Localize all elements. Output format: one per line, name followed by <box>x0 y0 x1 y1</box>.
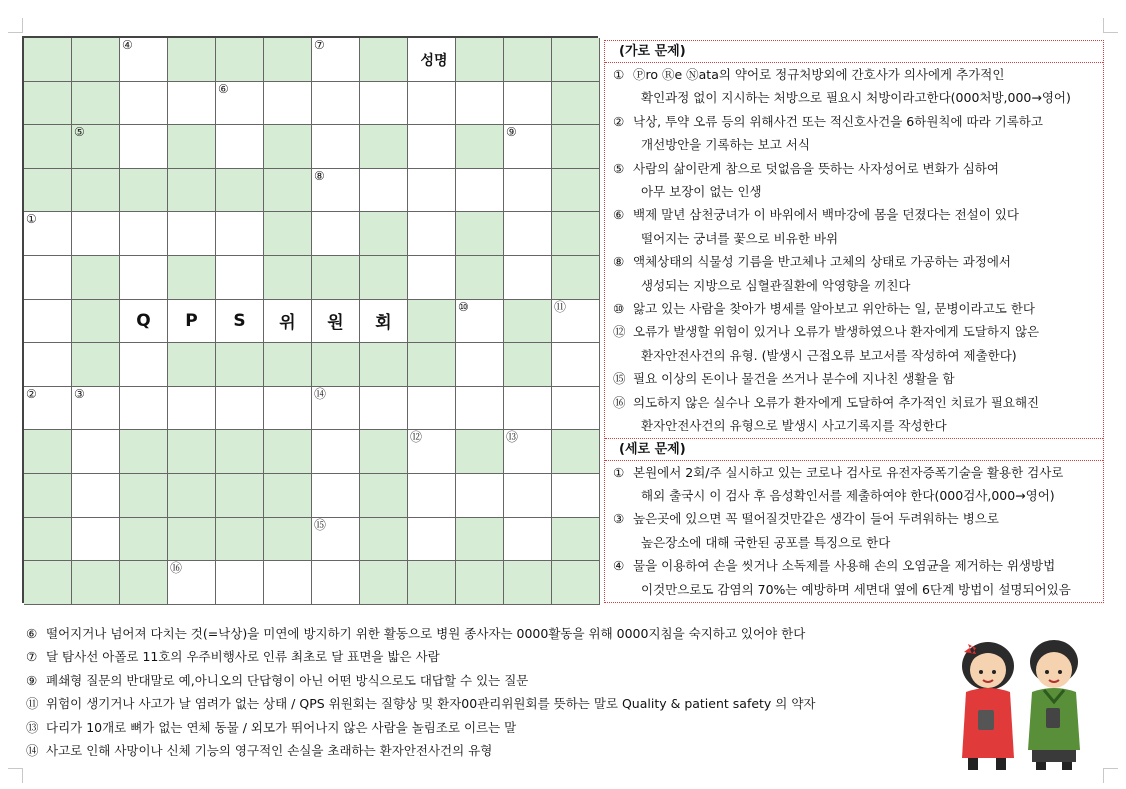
clue-number: ⑨ <box>26 672 38 688</box>
grid-cell[interactable] <box>72 169 120 213</box>
grid-cell[interactable] <box>504 518 552 562</box>
grid-cell[interactable] <box>264 387 312 431</box>
clue-item <box>605 391 1103 438</box>
grid-cell[interactable] <box>312 212 360 256</box>
grid-cell[interactable] <box>408 518 456 562</box>
grid-cell[interactable] <box>552 125 600 169</box>
clue-text: 이것만으로도 감염의 70%는 예방하며 세면대 옆에 6단계 방법이 설명되어있음 <box>641 581 1071 597</box>
grid-cell[interactable] <box>168 387 216 431</box>
grid-cell[interactable] <box>552 169 600 213</box>
grid-cell[interactable] <box>120 387 168 431</box>
corner-mark <box>1103 768 1118 783</box>
grid-cell[interactable] <box>552 343 600 387</box>
grid-cell[interactable] <box>24 38 72 82</box>
clue-number: ① <box>26 212 37 227</box>
grid-cell[interactable] <box>168 343 216 387</box>
grid-cell[interactable] <box>360 561 408 605</box>
clue-text: 의도하지 않은 실수나 오류가 환자에게 도달하여 추가적인 치료가 필요해진 <box>633 394 1040 410</box>
grid-cell[interactable] <box>120 430 168 474</box>
grid-cell[interactable] <box>360 169 408 213</box>
clue-item <box>605 320 1103 367</box>
grid-cell[interactable] <box>456 82 504 126</box>
grid-cell[interactable] <box>456 256 504 300</box>
grid-cell[interactable] <box>168 212 216 256</box>
grid-cell[interactable] <box>456 125 504 169</box>
across-clue-list <box>605 63 1103 438</box>
grid-cell[interactable] <box>72 82 120 126</box>
grid-cell[interactable] <box>456 169 504 213</box>
grid-cell[interactable] <box>408 387 456 431</box>
grid-cell[interactable] <box>312 169 360 213</box>
grid-cell[interactable] <box>552 430 600 474</box>
grid-cell[interactable] <box>456 474 504 518</box>
grid-letter: P <box>185 310 198 331</box>
grid-cell[interactable] <box>264 38 312 82</box>
clue-text: 사고로 인해 사망이나 신체 기능의 영구적인 손실을 초래하는 환자안전사건의 유형 <box>46 743 493 759</box>
grid-cell[interactable] <box>408 561 456 605</box>
clue-number: ⑥ <box>218 81 229 96</box>
clue-text: 다리가 10개로 뼈가 없는 연체 동물 / 외모가 뛰어나지 않은 사람을 놀림조로 이르는 말 <box>46 719 517 735</box>
grid-cell[interactable] <box>552 561 600 605</box>
clue-number: ④ <box>613 558 625 574</box>
clue-text: 위험이 생기거나 사고가 날 염려가 없는 상태 / QPS 위원회는 질향상 및 환자00관리위원회를 뜻하는 말로 Quality & patient safety 의 약자 <box>46 696 816 712</box>
grid-cell[interactable] <box>72 212 120 256</box>
grid-cell[interactable] <box>120 169 168 213</box>
clue-text: 백제 말년 삼천궁녀가 이 바위에서 백마강에 몸을 던졌다는 전설이 있다 <box>633 207 1019 223</box>
grid-cell[interactable] <box>504 343 552 387</box>
clue-text: 떨어지는 궁녀를 꽃으로 비유한 바위 <box>641 230 839 246</box>
grid-letter: Q <box>136 310 151 331</box>
grid-cell[interactable] <box>456 38 504 82</box>
grid-cell[interactable] <box>312 343 360 387</box>
grid-cell[interactable] <box>264 212 312 256</box>
bottom-clue-item <box>26 622 946 645</box>
clue-text: 본원에서 2회/주 실시하고 있는 코로나 검사로 유전자증폭기술을 활용한 검사로 <box>633 464 1064 480</box>
grid-cell[interactable] <box>216 561 264 605</box>
clue-text: 액체상태의 식물성 기름을 반고체나 고체의 상태로 가공하는 과정에서 <box>633 254 1011 270</box>
bottom-clue-item <box>26 716 946 739</box>
clue-text: 낙상, 투약 오류 등의 위해사건 또는 적신호사건을 6하원칙에 따라 기록하고 <box>633 113 1043 129</box>
grid-cell[interactable] <box>72 430 120 474</box>
clue-item <box>605 507 1103 554</box>
grid-cell[interactable] <box>264 430 312 474</box>
clue-text: 떨어지거나 넘어져 다치는 것(=낙상)을 미연에 방지하기 위한 활동으로 병원 종사자는 0000활동을 위해 0000지침을 숙지하고 있어야 한다 <box>46 626 806 641</box>
grid-letter: 위 <box>279 313 296 334</box>
grid-cell[interactable] <box>312 125 360 169</box>
clue-text: 아무 보장이 없는 인생 <box>641 184 762 200</box>
clue-text: 사람의 삶이란게 참으로 덧없음을 뜻하는 사자성어로 변화가 심하여 <box>633 160 999 176</box>
clue-number: ① <box>613 67 625 82</box>
grid-cell[interactable] <box>360 430 408 474</box>
grid-cell[interactable] <box>120 82 168 126</box>
children-illustration <box>948 626 1094 772</box>
grid-cell[interactable] <box>312 38 360 82</box>
grid-cell[interactable] <box>408 169 456 213</box>
grid-cell[interactable] <box>504 256 552 300</box>
grid-cell[interactable] <box>312 300 360 344</box>
grid-cell[interactable] <box>408 125 456 169</box>
grid-cell[interactable] <box>168 169 216 213</box>
grid-cell[interactable] <box>72 561 120 605</box>
grid-cell[interactable] <box>360 212 408 256</box>
grid-cell[interactable] <box>216 518 264 562</box>
clue-number: ⑫ <box>613 324 626 340</box>
grid-cell[interactable] <box>264 474 312 518</box>
grid-cell[interactable] <box>504 300 552 344</box>
grid-cell[interactable] <box>456 518 504 562</box>
clue-text: 환자안전사건의 유형으로 발생시 사고기록지를 작성한다 <box>641 418 947 434</box>
grid-cell[interactable] <box>504 82 552 126</box>
grid-cell[interactable] <box>504 38 552 82</box>
name-label: 성명 <box>420 52 448 69</box>
clue-number: ③ <box>74 386 85 401</box>
boy-figure <box>1028 640 1080 770</box>
grid-cell[interactable] <box>360 518 408 562</box>
clue-number: ⑯ <box>613 394 626 410</box>
clue-number: ⑭ <box>26 743 39 759</box>
clue-number: ⑥ <box>26 626 38 641</box>
corner-mark <box>8 18 23 33</box>
grid-cell[interactable] <box>216 256 264 300</box>
clue-number: ⑥ <box>613 207 625 223</box>
grid-cell[interactable] <box>312 387 360 431</box>
bottom-clue-list <box>26 622 946 762</box>
grid-cell[interactable] <box>264 82 312 126</box>
grid-cell[interactable] <box>504 474 552 518</box>
grid-cell[interactable] <box>504 430 552 474</box>
grid-cell[interactable] <box>216 387 264 431</box>
grid-cell[interactable] <box>504 387 552 431</box>
grid-cell[interactable] <box>24 82 72 126</box>
grid-cell[interactable] <box>168 38 216 82</box>
grid-cell[interactable] <box>552 300 600 344</box>
grid-letter: 회 <box>375 313 392 334</box>
clue-item <box>605 250 1103 297</box>
clue-item <box>605 554 1103 601</box>
clue-text: 높은장소에 대해 국한된 공포를 특징으로 한다 <box>641 534 891 550</box>
grid-cell[interactable] <box>552 82 600 126</box>
grid-cell[interactable] <box>72 518 120 562</box>
clue-item <box>605 203 1103 250</box>
clue-number: ⑩ <box>613 301 625 317</box>
grid-cell[interactable] <box>24 474 72 518</box>
grid-cell[interactable] <box>264 561 312 605</box>
grid-cell[interactable] <box>216 38 264 82</box>
grid-cell[interactable] <box>168 82 216 126</box>
clue-item <box>605 63 1103 110</box>
across-title: (가로 문제) <box>605 41 1103 63</box>
grid-cell[interactable] <box>312 430 360 474</box>
grid-cell[interactable] <box>360 38 408 82</box>
grid-cell[interactable] <box>312 518 360 562</box>
grid-cell[interactable] <box>408 474 456 518</box>
grid-cell[interactable] <box>24 300 72 344</box>
grid-cell[interactable] <box>168 518 216 562</box>
grid-cell[interactable] <box>216 82 264 126</box>
clue-number: ⑦ <box>314 38 325 52</box>
grid-cell[interactable] <box>552 518 600 562</box>
grid-cell[interactable] <box>552 387 600 431</box>
grid-cell[interactable] <box>72 474 120 518</box>
clue-number: ② <box>26 386 37 401</box>
grid-cell[interactable] <box>72 387 120 431</box>
grid-cell[interactable] <box>24 256 72 300</box>
clue-panel <box>604 40 1104 603</box>
grid-cell[interactable] <box>72 300 120 344</box>
grid-cell[interactable] <box>120 125 168 169</box>
clue-number: ④ <box>122 38 133 52</box>
grid-cell[interactable] <box>504 212 552 256</box>
grid-cell[interactable] <box>24 430 72 474</box>
grid-cell[interactable] <box>408 300 456 344</box>
grid-cell[interactable] <box>552 38 600 82</box>
clue-number: ⑨ <box>506 125 517 140</box>
grid-cell[interactable] <box>168 300 216 344</box>
clue-text: 폐쇄형 질문의 반대말로 예,아니오의 단답형이 아닌 어떤 방식으로도 대답할 수 있는 질문 <box>46 672 529 688</box>
grid-cell[interactable] <box>360 300 408 344</box>
grid-cell[interactable] <box>120 518 168 562</box>
clue-number: ⑪ <box>26 696 39 712</box>
clue-item <box>605 367 1103 390</box>
grid-cell[interactable] <box>312 561 360 605</box>
bottom-clue-item <box>26 645 946 668</box>
clue-text: 달 탐사선 아폴로 11호의 우주비행사로 인류 최초로 달 표면을 밟은 사람 <box>46 649 440 665</box>
grid-cell[interactable] <box>456 430 504 474</box>
clue-number: ⑤ <box>74 125 85 140</box>
clue-number: ⑪ <box>554 299 567 314</box>
grid-cell[interactable] <box>408 82 456 126</box>
grid-cell[interactable] <box>168 474 216 518</box>
grid-cell[interactable] <box>72 256 120 300</box>
grid-cell[interactable] <box>120 300 168 344</box>
grid-cell[interactable] <box>312 256 360 300</box>
clue-text: 개선방안을 기록하는 보고 서식 <box>641 137 810 153</box>
clue-item <box>605 297 1103 320</box>
grid-cell[interactable] <box>120 474 168 518</box>
clue-text: 확인과정 없이 지시하는 처방으로 필요시 처방이라고한다(000처방,000→영어) <box>641 90 1071 106</box>
clue-number: ⑦ <box>26 649 38 665</box>
grid-cell[interactable] <box>456 343 504 387</box>
grid-cell[interactable] <box>360 125 408 169</box>
grid-cell[interactable] <box>120 38 168 82</box>
grid-cell[interactable] <box>264 343 312 387</box>
grid-cell[interactable] <box>360 474 408 518</box>
grid-cell[interactable] <box>24 212 72 256</box>
grid-cell[interactable] <box>264 256 312 300</box>
clue-text: Ⓟro Ⓡe Ⓝata의 약어로 정규처방외에 간호사가 의사에게 추가적인 <box>633 67 1005 82</box>
grid-cell[interactable] <box>408 430 456 474</box>
grid-letter: 원 <box>327 313 344 334</box>
clue-text: 환자안전사건의 유형. (발생시 근접오류 보고서를 작성하여 제출한다) <box>641 347 1017 363</box>
grid-cell[interactable] <box>120 212 168 256</box>
clue-number: ③ <box>613 511 625 527</box>
clue-text: 오류가 발생할 위험이 있거나 오류가 발생하였으나 환자에게 도달하지 않은 <box>633 324 1040 340</box>
grid-cell[interactable] <box>360 387 408 431</box>
grid-cell[interactable] <box>264 518 312 562</box>
grid-cell[interactable] <box>168 561 216 605</box>
clue-number: ⑯ <box>170 561 183 576</box>
clue-item <box>605 157 1103 204</box>
grid-cell[interactable] <box>120 256 168 300</box>
down-title: (세로 문제) <box>605 438 1103 461</box>
grid-cell[interactable] <box>24 125 72 169</box>
grid-cell[interactable] <box>456 212 504 256</box>
grid-cell[interactable] <box>168 256 216 300</box>
grid-cell[interactable] <box>456 387 504 431</box>
clue-text: 해외 출국시 이 검사 후 음성확인서를 제출하여야 한다(000검사,000→영어) <box>641 487 1055 503</box>
grid-cell[interactable] <box>168 125 216 169</box>
clue-text: 높은곳에 있으면 꼭 떨어질것만같은 생각이 들어 두려워하는 병으로 <box>633 511 999 527</box>
clue-number: ⑧ <box>314 168 325 183</box>
grid-cell[interactable] <box>264 169 312 213</box>
grid-cell[interactable] <box>360 256 408 300</box>
corner-mark <box>8 768 23 783</box>
grid-cell[interactable] <box>408 212 456 256</box>
bottom-clue-item <box>26 669 946 692</box>
grid-cell[interactable] <box>216 300 264 344</box>
grid-cell[interactable] <box>72 38 120 82</box>
bottom-clue-item <box>26 692 946 715</box>
clue-item <box>605 110 1103 157</box>
grid-cell[interactable] <box>216 125 264 169</box>
girl-figure <box>962 642 1014 770</box>
clue-number: ⑩ <box>458 299 469 314</box>
clue-number: ⑮ <box>314 517 327 532</box>
bottom-clue-item <box>26 739 946 762</box>
grid-cell[interactable] <box>72 125 120 169</box>
grid-cell[interactable] <box>552 212 600 256</box>
corner-mark <box>1103 18 1118 33</box>
grid-cell[interactable] <box>216 474 264 518</box>
clue-item <box>605 461 1103 508</box>
grid-cell[interactable] <box>312 82 360 126</box>
grid-cell[interactable] <box>264 125 312 169</box>
grid-cell[interactable] <box>120 343 168 387</box>
clue-number: ⑧ <box>613 254 625 270</box>
clue-number: ② <box>613 113 625 129</box>
grid-cell[interactable] <box>552 256 600 300</box>
clue-text: 앓고 있는 사람을 찾아가 병세를 알아보고 위안하는 일, 문병이라고도 한다 <box>633 301 1035 317</box>
clue-text: 필요 이상의 돈이나 물건을 쓰거나 분수에 지나친 생활을 함 <box>633 371 955 387</box>
clue-text: 생성되는 지방으로 심혈관질환에 악영향을 끼친다 <box>641 277 911 293</box>
grid-cell[interactable] <box>24 343 72 387</box>
grid-letter: S <box>233 310 246 331</box>
grid-cell[interactable] <box>24 169 72 213</box>
clue-number: ⑬ <box>26 719 39 735</box>
clue-number: ⑫ <box>410 430 423 445</box>
grid-cell[interactable] <box>216 343 264 387</box>
clue-text: 물을 이용하여 손을 씻거나 소독제를 사용해 손의 오염균을 제거하는 위생방법 <box>633 558 1056 574</box>
grid-cell[interactable] <box>216 169 264 213</box>
grid-cell[interactable] <box>456 561 504 605</box>
clue-number: ① <box>613 464 625 480</box>
grid-cell[interactable] <box>456 300 504 344</box>
clue-number: ⑭ <box>314 386 327 401</box>
clue-number: ⑮ <box>613 371 626 387</box>
grid-cell[interactable] <box>24 518 72 562</box>
grid-cell[interactable] <box>552 474 600 518</box>
grid-cell[interactable] <box>360 343 408 387</box>
grid-cell[interactable] <box>24 561 72 605</box>
grid-cell[interactable] <box>408 256 456 300</box>
grid-cell[interactable] <box>504 125 552 169</box>
crossword-grid <box>22 36 598 603</box>
grid-cell[interactable] <box>504 169 552 213</box>
grid-cell[interactable] <box>216 430 264 474</box>
down-clue-list <box>605 461 1103 601</box>
grid-cell[interactable] <box>408 343 456 387</box>
clue-number: ⑬ <box>506 430 519 445</box>
grid-cell[interactable] <box>168 430 216 474</box>
grid-cell[interactable] <box>264 300 312 344</box>
grid-cell[interactable] <box>360 82 408 126</box>
grid-cell[interactable] <box>72 343 120 387</box>
grid-cell[interactable] <box>24 387 72 431</box>
grid-cell[interactable] <box>312 474 360 518</box>
clue-number: ⑤ <box>613 160 625 176</box>
grid-cell[interactable] <box>120 561 168 605</box>
grid-cell[interactable] <box>216 212 264 256</box>
grid-cell[interactable] <box>504 561 552 605</box>
